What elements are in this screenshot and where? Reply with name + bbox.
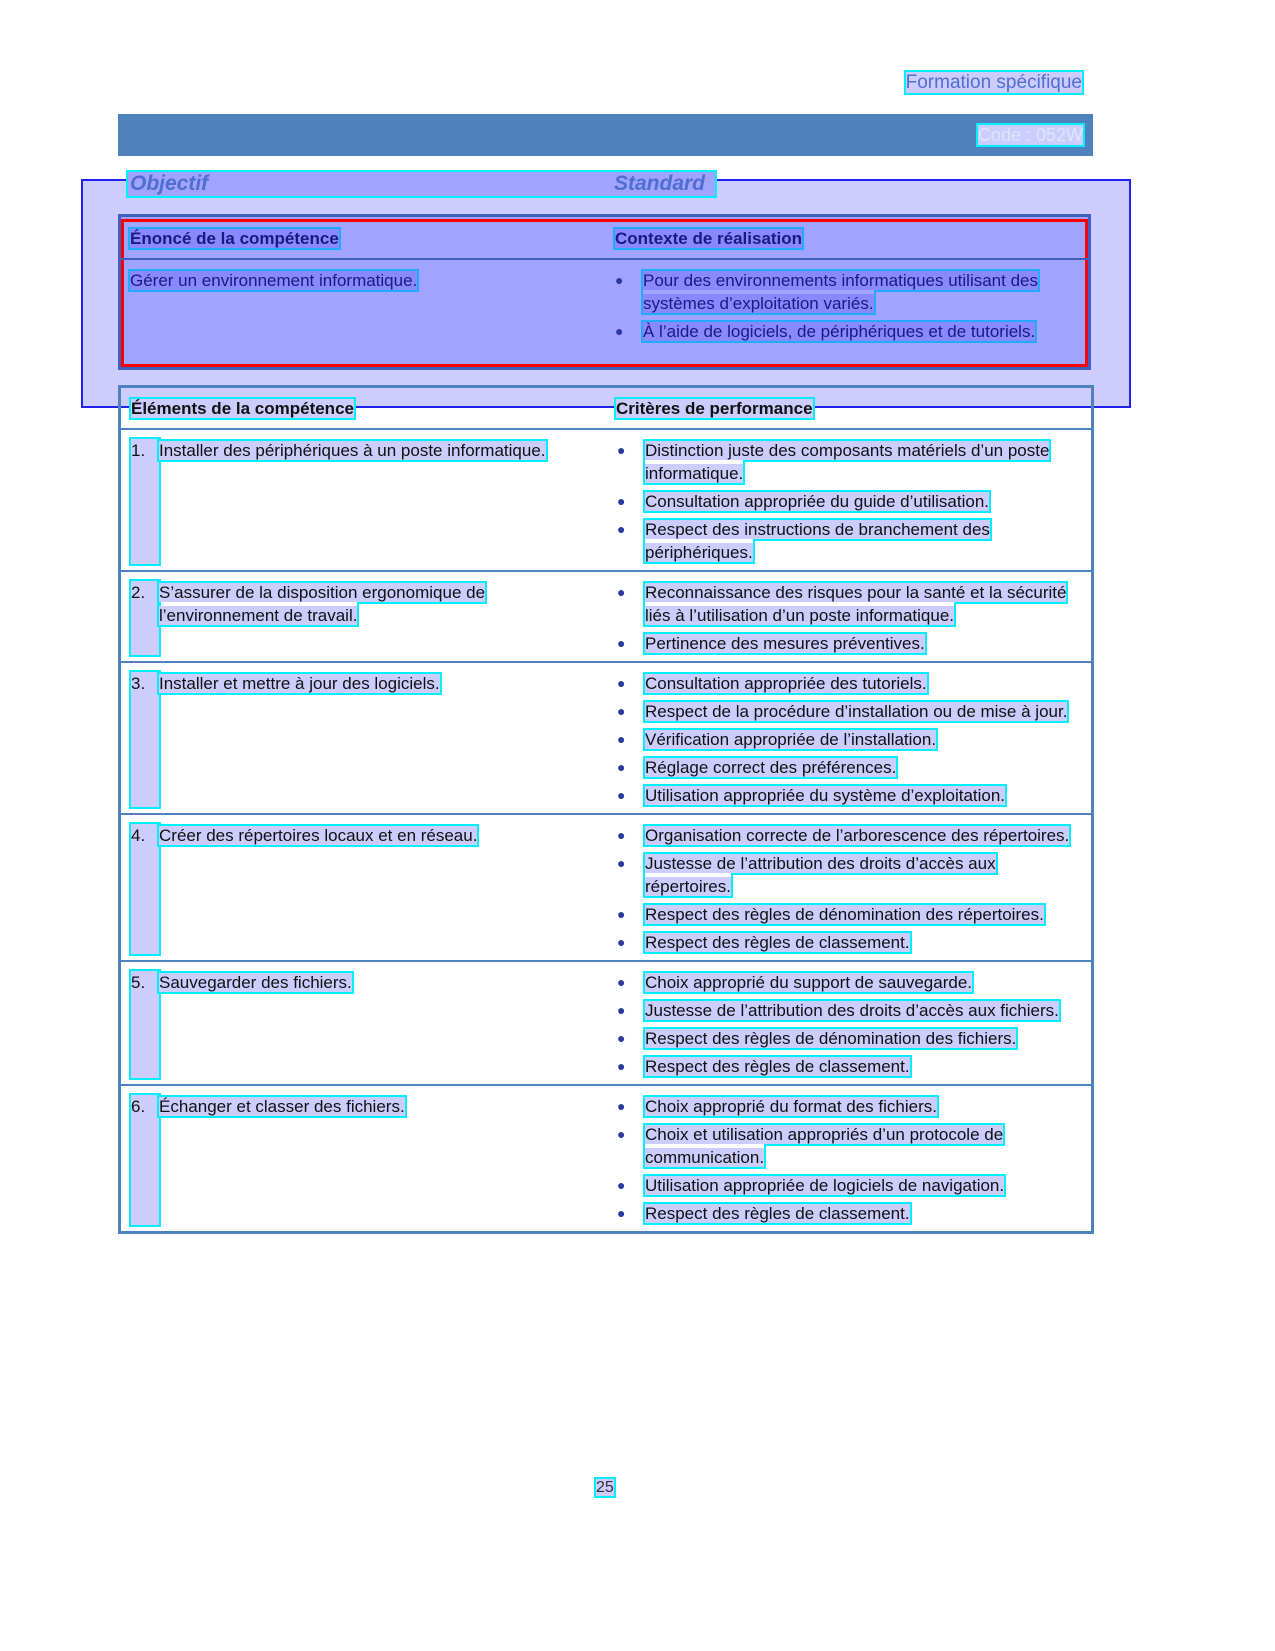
criterion-span: Consultation appropriée du guide d’utilisation. <box>645 492 990 511</box>
competence-table <box>118 214 1091 370</box>
element-text <box>159 824 579 954</box>
element-text <box>159 1095 579 1225</box>
criterion-text <box>645 903 1075 926</box>
elements-rows <box>121 430 1091 1231</box>
criterion-item <box>617 903 1077 926</box>
criterion-text <box>645 1174 1075 1197</box>
element-cell <box>121 1095 617 1225</box>
table-row <box>121 962 1091 1086</box>
enonce-text: Gérer un environnement informatique. <box>130 271 418 290</box>
criterion-text <box>645 1123 1075 1169</box>
criterion-item <box>617 490 1077 513</box>
criterion-span: Justesse de l’attribution des droits d’accès aux fichiers. <box>645 1001 1059 1020</box>
bullet-icon: ● <box>617 759 626 775</box>
criteria-cell <box>617 971 1077 1078</box>
criterion-item <box>617 824 1077 847</box>
criterion-item <box>617 852 1077 898</box>
criterion-span: Distinction juste des composants matériels d’un poste informatique. <box>645 441 1050 483</box>
criterion-item <box>617 581 1077 627</box>
bullet-icon: ● <box>617 493 626 509</box>
criterion-text <box>645 672 1075 695</box>
element-number: 4. <box>131 824 159 954</box>
bullet-icon: ● <box>617 827 626 843</box>
criterion-span: Pertinence des mesures préventives. <box>645 634 925 653</box>
criterion-item <box>617 1174 1077 1197</box>
contexte-span: À l’aide de logiciels, de périphériques et de tutoriels. <box>643 322 1036 341</box>
element-span: Installer des périphériques à un poste informatique. <box>159 441 546 460</box>
bullet-icon: ● <box>617 1030 626 1046</box>
criterion-text <box>645 700 1075 723</box>
criterion-span: Respect de la procédure d’installation ou de mise à jour. <box>645 702 1068 721</box>
element-span: Sauvegarder des fichiers. <box>159 973 352 992</box>
element-span: Installer et mettre à jour des logiciels. <box>159 674 440 693</box>
element-number: 1. <box>131 439 159 564</box>
criterion-text <box>645 756 1075 779</box>
criterion-text <box>645 1027 1075 1050</box>
criterion-item <box>617 999 1077 1022</box>
bullet-icon: ● <box>617 906 626 922</box>
criterion-span: Respect des règles de classement. <box>645 1204 910 1223</box>
bullet-icon: ● <box>617 1058 626 1074</box>
elements-header-row <box>121 388 1091 430</box>
element-text <box>159 581 579 655</box>
criterion-span: Choix et utilisation appropriés d’un protocole de communication. <box>645 1125 1004 1167</box>
criterion-item <box>617 971 1077 994</box>
elements-header: Éléments de la compétence <box>131 399 354 418</box>
criterion-span: Respect des règles de classement. <box>645 933 910 952</box>
criterion-text <box>645 490 1075 513</box>
bullet-icon: ● <box>617 703 626 719</box>
criterion-text <box>645 824 1075 847</box>
table-row <box>121 1086 1091 1231</box>
element-cell <box>121 672 617 807</box>
criterion-item <box>617 1202 1077 1225</box>
divider <box>121 258 1088 260</box>
bullet-icon: ● <box>617 1002 626 1018</box>
criterion-item <box>617 756 1077 779</box>
criterion-text <box>645 852 1075 898</box>
contexte-header: Contexte de réalisation <box>615 229 803 248</box>
element-number: 5. <box>131 971 159 1078</box>
bullet-icon: ● <box>617 1205 626 1221</box>
criterion-span: Reconnaissance des risques pour la santé et la sécurité liés à l’utilisation d’un poste informatique. <box>645 583 1067 625</box>
bullet-icon: ● <box>615 272 624 288</box>
criterion-text <box>645 439 1075 485</box>
criterion-item <box>617 728 1077 751</box>
element-span: Créer des répertoires locaux et en réseau. <box>159 826 478 845</box>
bullet-icon: ● <box>617 442 626 458</box>
criterion-item <box>617 784 1077 807</box>
criterion-text <box>645 784 1075 807</box>
criterion-text <box>645 931 1075 954</box>
criterion-span: Respect des règles de classement. <box>645 1057 910 1076</box>
bullet-icon: ● <box>617 635 626 651</box>
criterion-span: Respect des règles de dénomination des répertoires. <box>645 905 1044 924</box>
criterion-text <box>645 1202 1075 1225</box>
criterion-span: Utilisation appropriée de logiciels de navigation. <box>645 1176 1005 1195</box>
bullet-icon: ● <box>617 731 626 747</box>
criterion-span: Consultation appropriée des tutoriels. <box>645 674 927 693</box>
criteria-cell <box>617 1095 1077 1225</box>
contexte-text <box>643 269 1073 315</box>
criterion-text <box>645 971 1075 994</box>
criterion-span: Justesse de l’attribution des droits d’accès aux répertoires. <box>645 854 996 896</box>
bullet-icon: ● <box>617 584 626 600</box>
formation-title <box>906 72 1082 94</box>
criterion-text <box>645 999 1075 1022</box>
bullet-icon: ● <box>617 934 626 950</box>
enonce-header: Énoncé de la compétence <box>130 229 339 248</box>
criteria-cell <box>617 439 1077 564</box>
criterion-span: Respect des instructions de branchement des périphériques. <box>645 520 990 562</box>
bullet-icon: ● <box>617 1098 626 1114</box>
elements-table <box>118 385 1094 1234</box>
element-number: 6. <box>131 1095 159 1225</box>
contexte-item <box>615 269 1075 315</box>
criterion-item <box>617 439 1077 485</box>
table-row <box>121 815 1091 962</box>
criteres-header: Critères de performance <box>616 399 813 418</box>
bullet-icon: ● <box>617 974 626 990</box>
objectif-standard-row <box>128 172 715 196</box>
criterion-item <box>617 1095 1077 1118</box>
bullet-icon: ● <box>617 521 626 537</box>
criteria-cell <box>617 672 1077 807</box>
criterion-text <box>645 518 1075 564</box>
element-span: Échanger et classer des fichiers. <box>159 1097 405 1116</box>
criterion-text <box>645 1095 1075 1118</box>
code-label <box>978 125 1083 146</box>
bullet-icon: ● <box>617 787 626 803</box>
criterion-item <box>617 1055 1077 1078</box>
criterion-text <box>645 632 1075 655</box>
criterion-span: Organisation correcte de l’arborescence des répertoires. <box>645 826 1070 845</box>
element-text <box>159 439 579 564</box>
criterion-span: Choix approprié du format des fichiers. <box>645 1097 937 1116</box>
bullet-icon: ● <box>617 1126 626 1142</box>
element-span: S’assurer de la disposition ergonomique de l’environnement de travail. <box>159 583 486 625</box>
table-row <box>121 572 1091 663</box>
element-text <box>159 672 579 807</box>
criterion-item <box>617 518 1077 564</box>
contexte-text <box>643 320 1073 343</box>
element-text <box>159 971 579 1078</box>
criterion-item <box>617 1123 1077 1169</box>
table-row <box>121 430 1091 572</box>
contexte-span: Pour des environnements informatiques utilisant des systèmes d’exploitation variés. <box>643 271 1038 313</box>
table-row <box>121 663 1091 815</box>
criterion-item <box>617 632 1077 655</box>
header-band <box>118 114 1093 156</box>
criterion-item <box>617 931 1077 954</box>
criterion-text <box>645 1055 1075 1078</box>
criteria-cell <box>617 824 1077 954</box>
bullet-icon: ● <box>617 675 626 691</box>
criterion-text <box>645 728 1075 751</box>
criterion-span: Choix approprié du support de sauvegarde. <box>645 973 972 992</box>
criterion-span: Vérification appropriée de l’installation. <box>645 730 937 749</box>
bullet-icon: ● <box>617 855 626 871</box>
standard-label: Standard <box>614 172 706 195</box>
criterion-item <box>617 672 1077 695</box>
contexte-list <box>615 269 1075 343</box>
criterion-text <box>645 581 1075 627</box>
page-number: 25 <box>596 1479 614 1496</box>
contexte-item <box>615 320 1075 343</box>
bullet-icon: ● <box>615 323 624 339</box>
criterion-item <box>617 700 1077 723</box>
element-number: 2. <box>131 581 159 655</box>
criterion-item <box>617 1027 1077 1050</box>
bullet-icon: ● <box>617 1177 626 1193</box>
code-text: Code : 052W <box>977 125 1083 145</box>
criteria-cell <box>617 581 1077 655</box>
element-cell <box>121 824 617 954</box>
element-number: 3. <box>131 672 159 807</box>
criterion-span: Utilisation appropriée du système d’exploitation. <box>645 786 1006 805</box>
element-cell <box>121 971 617 1078</box>
criterion-span: Réglage correct des préférences. <box>645 758 897 777</box>
element-cell <box>121 439 617 564</box>
objectif-label: Objectif <box>130 172 209 195</box>
criterion-span: Respect des règles de dénomination des fichiers. <box>645 1029 1017 1048</box>
formation-text: Formation spécifique <box>905 72 1082 93</box>
element-cell <box>121 581 617 655</box>
